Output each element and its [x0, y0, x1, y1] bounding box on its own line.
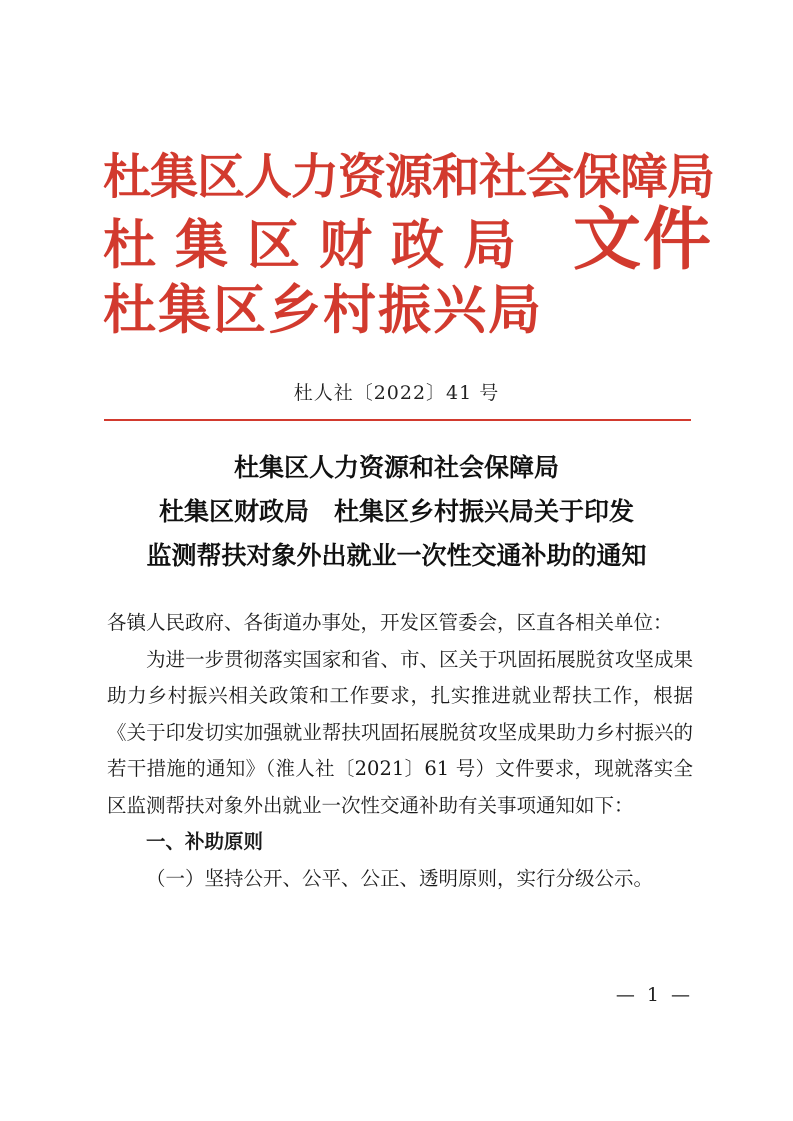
document-number: 杜人社〔2022〕41 号 — [293, 382, 500, 404]
issuer-hrss: 杜集区人力资源和社会保障局 — [103, 149, 715, 205]
doc-type-label: 文件 — [573, 200, 714, 280]
addressee-line: 各镇人民政府、各街道办事处，开发区管委会，区直各相关单位： — [107, 611, 673, 634]
issuer-finance: 杜集区财政局 — [103, 214, 535, 276]
intro-paragraph: 为进一步贯彻落实国家和省、市、区关于巩固拓展脱贫攻坚成果助力乡村振兴相关政策和工作要求，扎实推进就业帮扶工作，根据《关于印发切实加强就业帮扶巩固拓展脱贫攻坚成果助力乡村振兴的若干措施的通知》（淮人社〔2021〕61 号）文件要求，现就落实全区监测帮扶对象外出就业一次性交通补助有关事项通知如下： — [107, 647, 693, 817]
red-divider-line — [104, 419, 691, 421]
title-line: 杜集区人力资源和社会保障局 — [233, 453, 559, 482]
document-title — [0, 446, 793, 578]
title-line: 杜集区财政局 杜集区乡村振兴局关于印发 — [158, 497, 634, 526]
document-body — [107, 605, 693, 897]
issuer-rural-revitalization: 杜集区乡村振兴局 — [103, 279, 543, 341]
page-number: — 1 — — [615, 984, 693, 1006]
clause-item: （一）坚持公开、公平、公正、透明原则，实行分级公示。 — [146, 866, 654, 890]
section-heading: 一、补助原则 — [146, 830, 264, 853]
title-line: 监测帮扶对象外出就业一次性交通补助的通知 — [146, 541, 647, 570]
